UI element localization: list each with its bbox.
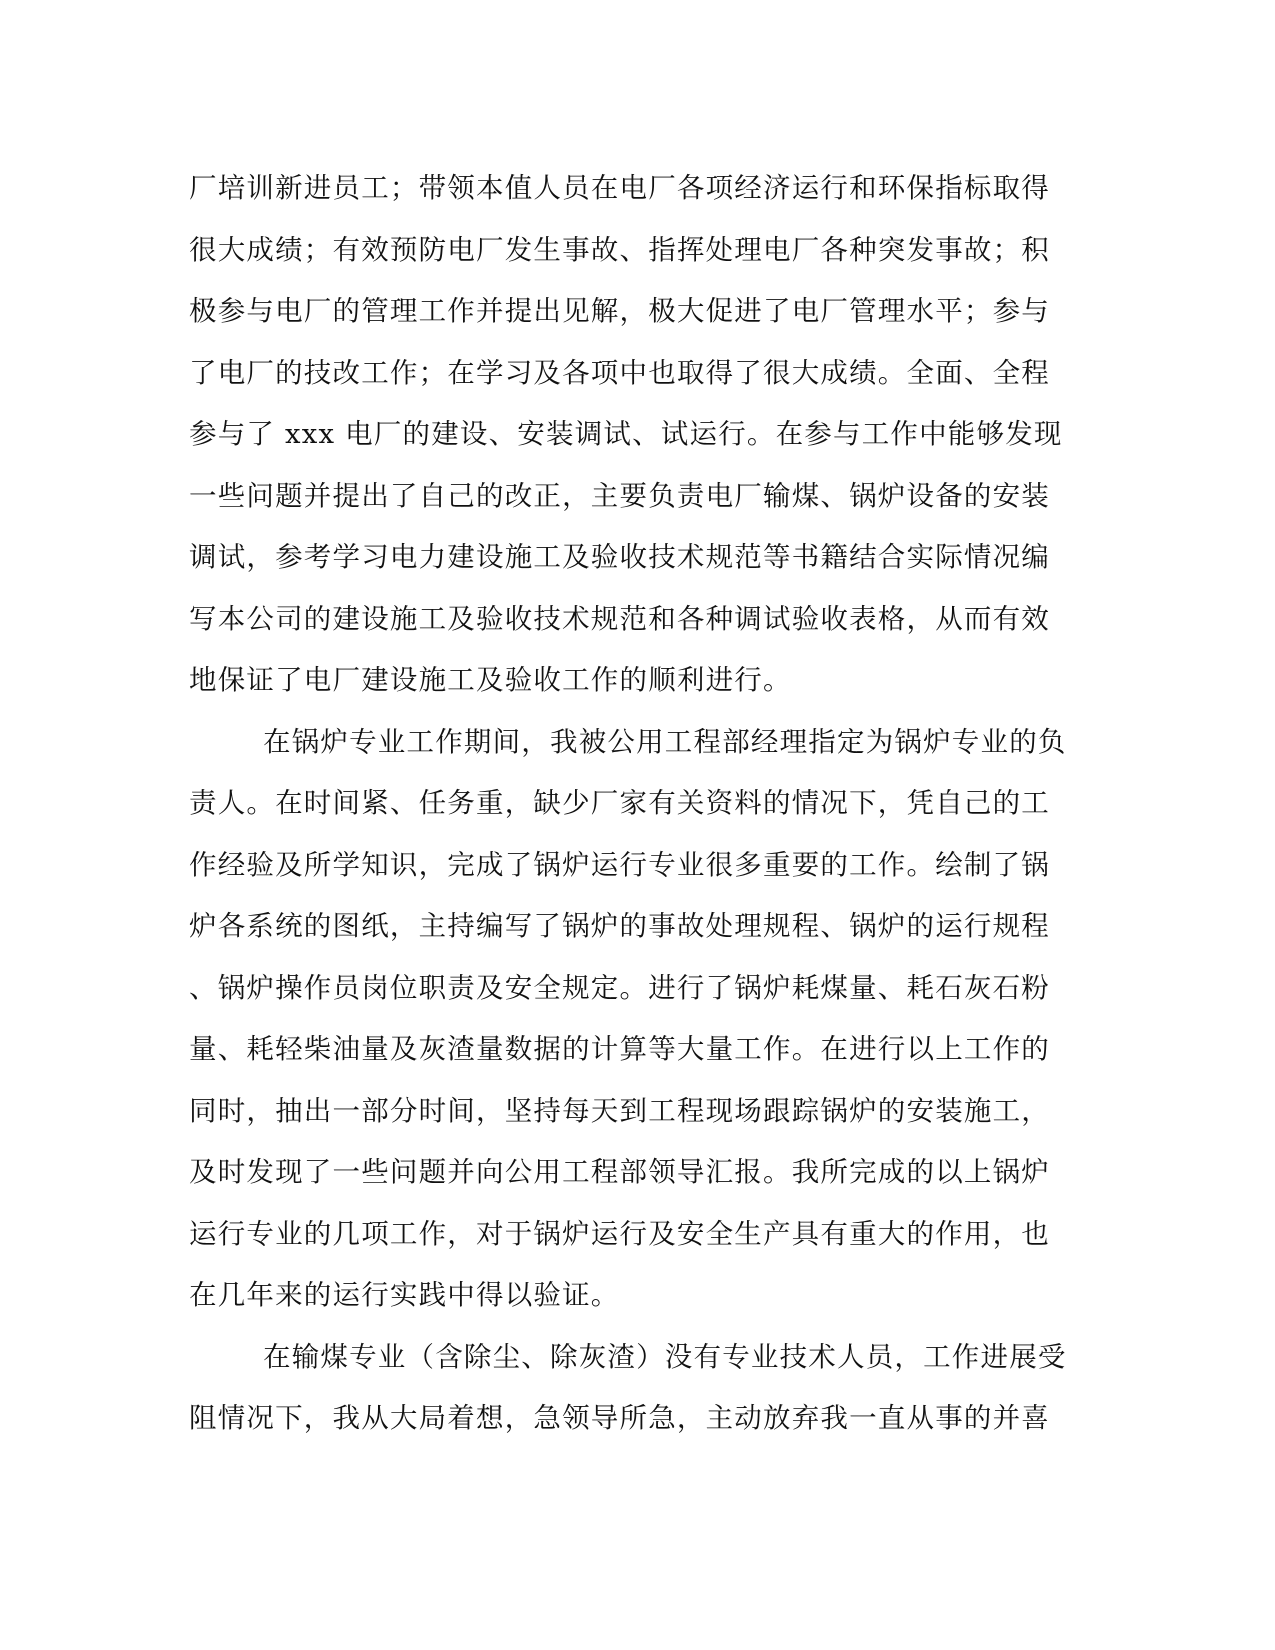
body-text xyxy=(189,158,1069,1450)
text-line: 写本公司的建设施工及验收技术规范和各种调试验收表格，从而有效 xyxy=(189,602,1050,635)
text-line: 在几年来的运行实践中得以验证。 xyxy=(189,1279,620,1311)
text-line: 同时，抽出一部分时间，坚持每天到工程现场跟踪锅炉的安装施工， xyxy=(189,1094,1050,1127)
text-line: 阻情况下，我从大局着想，急领导所急，主动放弃我一直从事的并喜 xyxy=(189,1402,1050,1434)
text-line: 一些问题并提出了自己的改正，主要负责电厂输煤、锅炉设备的安装 xyxy=(189,479,1050,512)
text-line: 在锅炉专业工作期间，我被公用工程部经理指定为锅炉专业的负 xyxy=(263,725,1067,758)
text-line: 运行专业的几项工作，对于锅炉运行及安全生产具有重大的作用，也 xyxy=(189,1217,1050,1250)
text-line: 很大成绩；有效预防电厂发生事故、指挥处理电厂各种突发事故；积 xyxy=(189,233,1050,266)
text-line: 参与了 xxx 电厂的建设、安装调试、试运行。在参与工作中能够发现 xyxy=(189,418,1063,450)
paragraph-1 xyxy=(189,158,1069,712)
text-line: 炉各系统的图纸，主持编写了锅炉的事故处理规程、锅炉的运行规程 xyxy=(189,910,1050,942)
paragraph-2 xyxy=(189,712,1069,1327)
text-line: 量、耗轻柴油量及灰渣量数据的计算等大量工作。在进行以上工作的 xyxy=(189,1033,1050,1065)
text-line: 极参与电厂的管理工作并提出见解，极大促进了电厂管理水平；参与 xyxy=(189,295,1050,327)
text-line: 了电厂的技改工作；在学习及各项中也取得了很大成绩。全面、全程 xyxy=(189,356,1050,389)
text-line: 厂培训新进员工；带领本值人员在电厂各项经济运行和环保指标取得 xyxy=(189,172,1050,204)
text-line: 调试，参考学习电力建设施工及验收技术规范等书籍结合实际情况编 xyxy=(189,541,1050,573)
text-line: 责人。在时间紧、任务重，缺少厂家有关资料的情况下，凭自己的工 xyxy=(189,787,1050,819)
text-line: 作经验及所学知识，完成了锅炉运行专业很多重要的工作。绘制了锅 xyxy=(189,848,1050,881)
text-line: 、锅炉操作员岗位职责及安全规定。进行了锅炉耗煤量、耗石灰石粉 xyxy=(189,971,1050,1004)
text-line: 在输煤专业（含除尘、除灰渣）没有专业技术人员，工作进展受 xyxy=(263,1340,1067,1373)
text-line: 地保证了电厂建设施工及验收工作的顺利进行。 xyxy=(189,664,792,696)
text-line: 及时发现了一些问题并向公用工程部领导汇报。我所完成的以上锅炉 xyxy=(189,1156,1050,1188)
paragraph-3 xyxy=(189,1327,1069,1450)
